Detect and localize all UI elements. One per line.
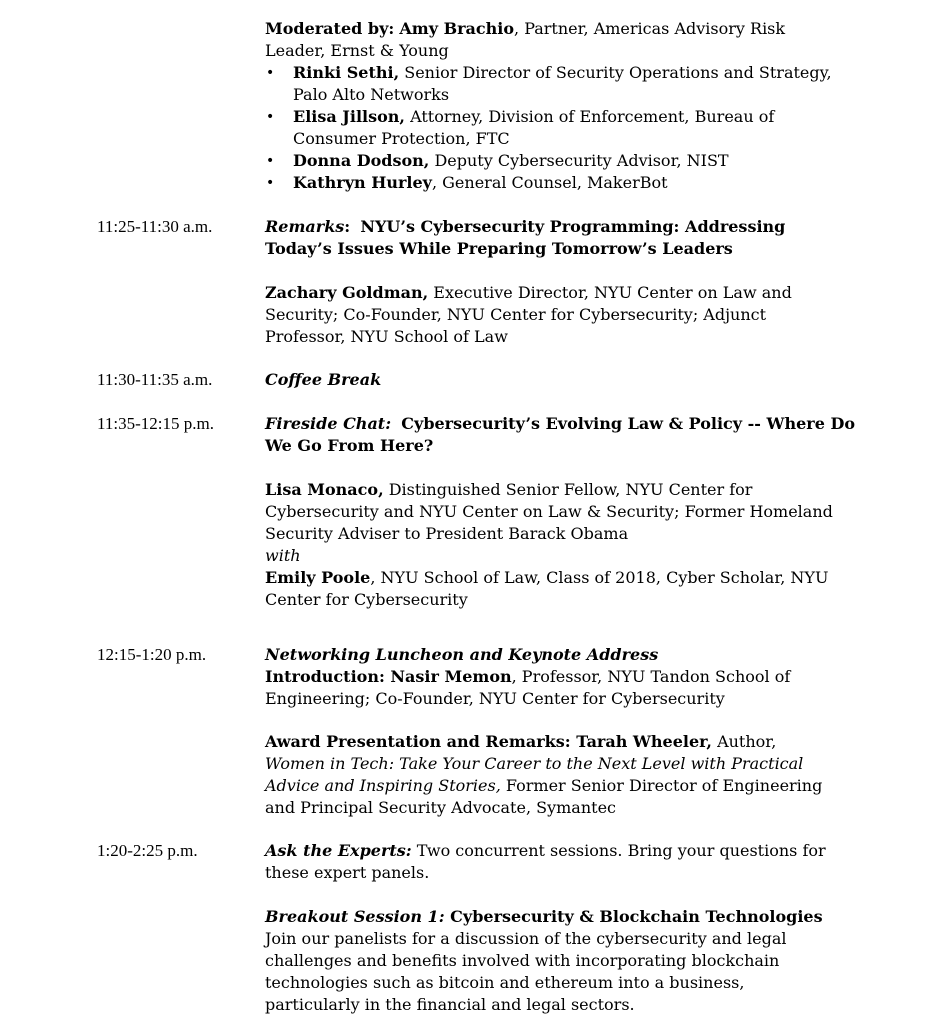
session-type-label: Fireside Chat:: [265, 414, 392, 433]
session-colon: :: [344, 217, 351, 236]
session-time: 1:20-2:25 p.m.: [97, 841, 198, 860]
with-label: [265, 545, 301, 567]
session-time: 11:35-12:15 p.m.: [97, 414, 214, 433]
session-title: Cybersecurity’s Evolving Law & Policy -- Where Do: [401, 414, 855, 433]
award-line-1: [265, 731, 776, 753]
panelist-title: , General Counsel, MakerBot: [431, 173, 668, 192]
breakout-title: Cybersecurity & Blockchain Technologies: [444, 907, 823, 926]
breakout-desc-line-3: technologies such as bitcoin and ethereum into a business,: [265, 973, 745, 992]
award-title: Author,: [711, 732, 777, 751]
award-line-3: [265, 775, 822, 797]
panelist-name: Donna Dodson,: [293, 151, 430, 170]
book-title: Women in Tech: Take Your Career to the Next Level with Practical: [265, 754, 804, 773]
panelist-line: [293, 172, 668, 194]
session-title: NYU’s Cybersecurity Programming: Addressing: [360, 217, 786, 236]
intro-title: , Professor, NYU Tandon School of: [511, 667, 791, 686]
bullet-icon: •: [266, 175, 275, 191]
panelist-title: Deputy Cybersecurity Advisor, NIST: [429, 151, 729, 170]
moderator-title: , Partner, Americas Advisory Risk: [514, 19, 786, 38]
session-title-line-1: [265, 216, 785, 238]
moderator-label: Moderated by:: [265, 19, 395, 38]
speaker-line-2: Security; Co-Founder, NYU Center for Cybersecurity; Adjunct: [265, 305, 767, 324]
book-title-cont: Advice and Inspiring Stories,: [265, 776, 501, 795]
session-type-label: Remarks: [265, 217, 345, 236]
session-type-label: Coffee Break: [265, 370, 382, 389]
breakout-title-line: [265, 906, 823, 928]
moderator-line-2: Leader, Ernst & Young: [265, 41, 449, 60]
guest-name: Emily Poole: [265, 568, 371, 587]
intro-line-2: Engineering; Co-Founder, NYU Center for Cybersecurity: [265, 689, 725, 708]
panelist-line-2: Palo Alto Networks: [293, 85, 450, 104]
guest-line-1: [265, 567, 828, 589]
award-label: Award Presentation and Remarks: Tarah Wheeler,: [265, 732, 712, 751]
bullet-icon: •: [266, 153, 275, 169]
intro-line-1: [265, 666, 790, 688]
session-type-label: Networking Luncheon and Keynote Address: [265, 645, 659, 664]
panelist-line-2: Consumer Protection, FTC: [293, 129, 510, 148]
breakout-desc-line-2: challenges and benefits involved with incorporating blockchain: [265, 951, 780, 970]
panelist-title: Senior Director of Security Operations and Strategy,: [399, 63, 832, 82]
panelist-line: [293, 106, 774, 128]
bullet-icon: •: [266, 109, 275, 125]
panelist-line: [293, 62, 832, 84]
award-line-2: [265, 753, 803, 775]
session-time: 11:25-11:30 a.m.: [97, 217, 213, 236]
award-line-4: and Principal Security Advocate, Symantec: [265, 798, 616, 817]
speaker-name: Lisa Monaco,: [265, 480, 384, 499]
session-title-line-1: [265, 369, 381, 391]
speaker-line-2: Cybersecurity and NYU Center on Law & Security; Former Homeland: [265, 502, 833, 521]
session-title-line-1: [265, 413, 855, 435]
session-title-cont: Today’s Issues While Preparing Tomorrow’s Leaders: [265, 239, 733, 258]
award-role: Former Senior Director of Engineering: [500, 776, 823, 795]
panelist-name: Kathryn Hurley: [293, 173, 432, 192]
speaker-name: Zachary Goldman,: [265, 283, 429, 302]
speaker-line-3: Professor, NYU School of Law: [265, 327, 508, 346]
session-title-line-2: [265, 435, 433, 457]
speaker-line-1: [265, 479, 752, 501]
panelist-title: Attorney, Division of Enforcement, Bureau of: [404, 107, 775, 126]
moderator-line-1: [265, 18, 785, 40]
speaker-line-1: [265, 282, 792, 304]
bullet-icon: •: [266, 65, 275, 81]
panelist-name: Elisa Jillson,: [293, 107, 405, 126]
speaker-title: Distinguished Senior Fellow, NYU Center for: [383, 480, 753, 499]
session-time: 12:15-1:20 p.m.: [97, 645, 207, 664]
with-text: with: [265, 546, 301, 565]
session-description: Two concurrent sessions. Bring your questions for: [411, 841, 826, 860]
session-title-cont: We Go From Here?: [265, 436, 434, 455]
session-type-label: Ask the Experts:: [265, 841, 412, 860]
speaker-title: Executive Director, NYU Center on Law and: [428, 283, 792, 302]
breakout-label: Breakout Session 1:: [265, 907, 445, 926]
breakout-desc-line-4: particularly in the financial and legal sectors.: [265, 995, 635, 1014]
speaker-line-3: Security Adviser to President Barack Obama: [265, 524, 629, 543]
session-title-line-1: [265, 840, 826, 862]
session-title-line-2: [265, 238, 733, 260]
session-time: 11:30-11:35 a.m.: [97, 370, 213, 389]
panelist-name: Rinki Sethi,: [293, 63, 400, 82]
guest-title: , NYU School of Law, Class of 2018, Cyber Scholar, NYU: [370, 568, 829, 587]
session-description-line-2: these expert panels.: [265, 863, 430, 882]
session-title-line-1: [265, 644, 658, 666]
breakout-desc-line-1: Join our panelists for a discussion of the cybersecurity and legal: [265, 929, 787, 948]
panelist-line: [293, 150, 729, 172]
guest-line-2: Center for Cybersecurity: [265, 590, 468, 609]
moderator-name: Amy Brachio: [399, 19, 515, 38]
intro-label: Introduction: Nasir Memon: [265, 667, 512, 686]
